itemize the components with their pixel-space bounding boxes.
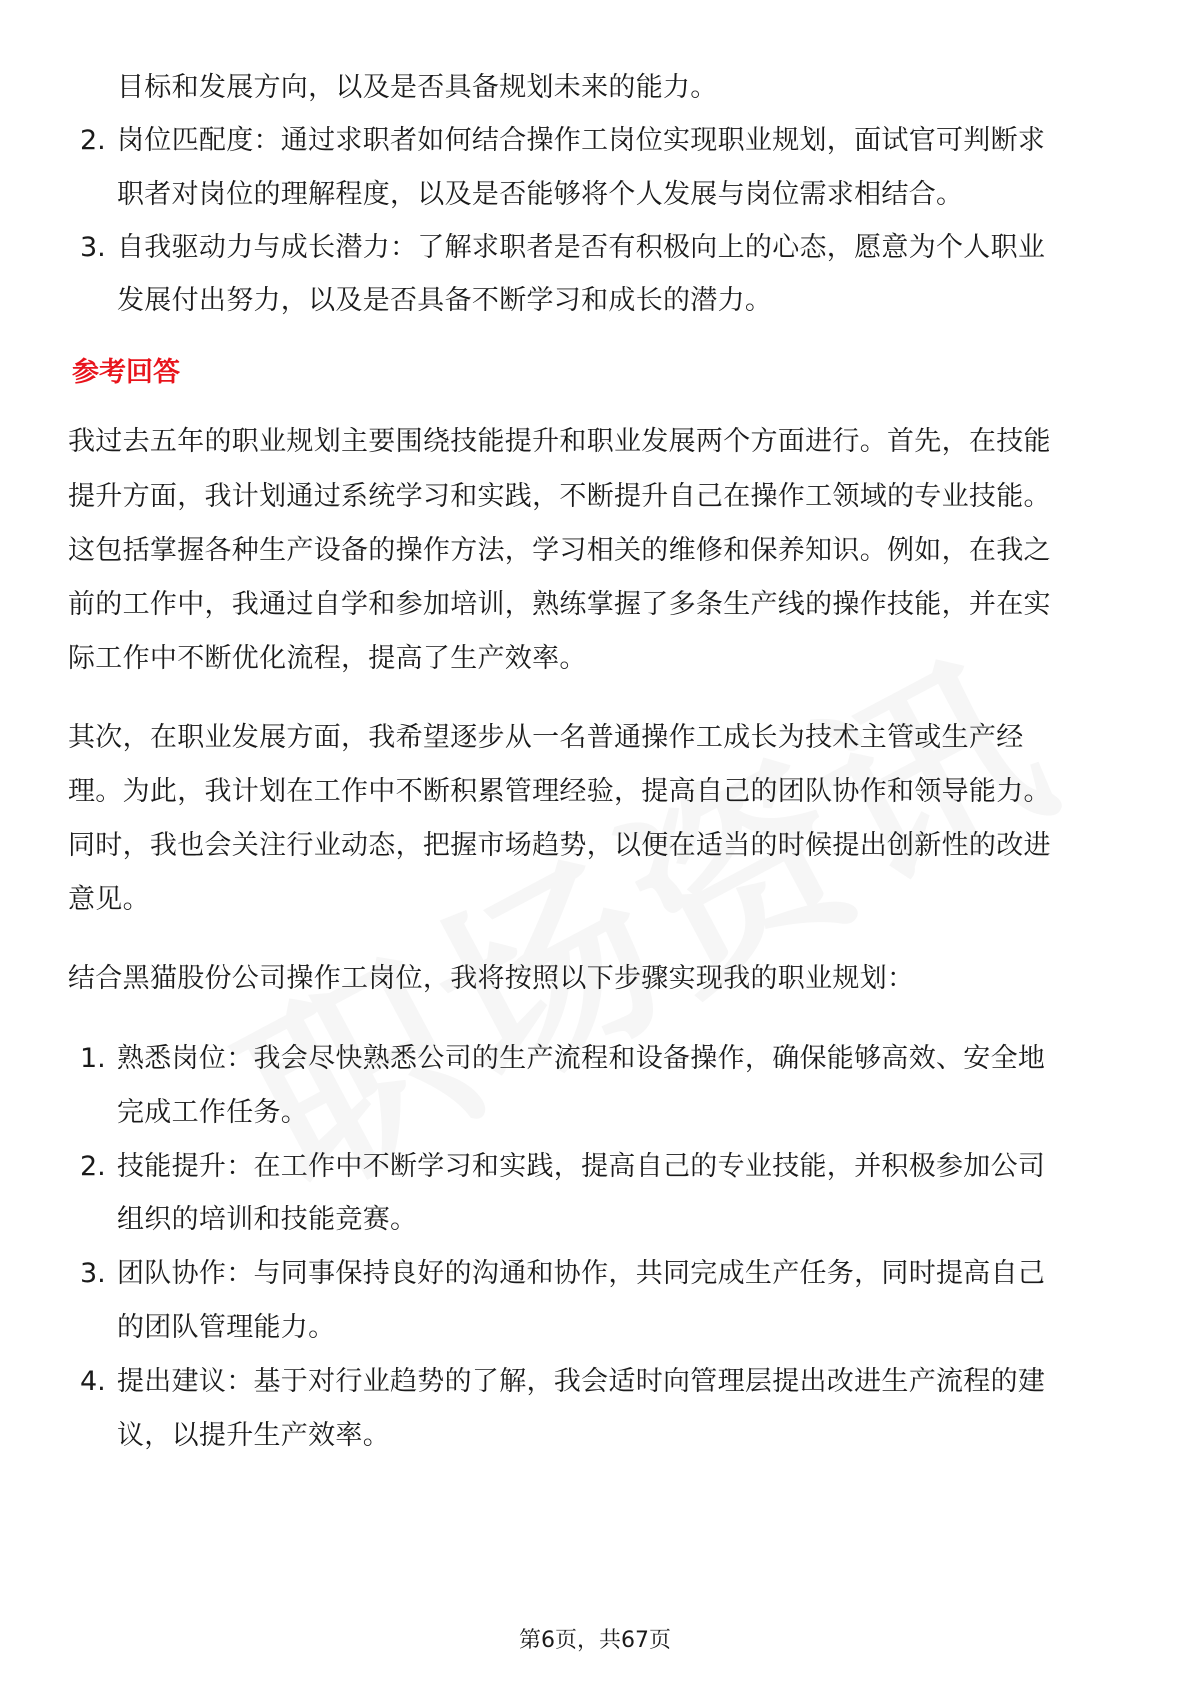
list-item-continuation: 目标和发展方向，以及是否具备规划未来的能力。 — [117, 72, 718, 103]
paragraph-line: 结合黑猫股份公司操作工岗位，我将按照以下步骤实现我的职业规划： — [68, 963, 915, 994]
step-number: 3. — [80, 1258, 106, 1289]
paragraph-line: 我过去五年的职业规划主要围绕技能提升和职业发展两个方面进行。首先，在技能 — [68, 426, 1051, 457]
paragraph-line: 提升方面，我计划通过系统学习和实践，不断提升自己在操作工领域的专业技能。 — [68, 481, 1051, 512]
step-line: 团队协作：与同事保持良好的沟通和协作，共同完成生产任务，同时提高自己 — [117, 1258, 1046, 1289]
step-number: 4. — [80, 1366, 106, 1397]
step-number: 1. — [80, 1043, 106, 1074]
list-item-line: 岗位匹配度：通过求职者如何结合操作工岗位实现职业规划，面试官可判断求 — [117, 125, 1046, 156]
paragraph-line: 同时，我也会关注行业动态，把握市场趋势，以便在适当的时候提出创新性的改进 — [68, 830, 1051, 861]
paragraph-line: 其次，在职业发展方面，我希望逐步从一名普通操作工成长为技术主管或生产经 — [68, 722, 1024, 753]
list-item-line: 自我驱动力与成长潜力：了解求职者是否有积极向上的心态，愿意为个人职业 — [117, 232, 1046, 263]
list-item-number: 2. — [80, 125, 106, 156]
step-line: 的团队管理能力。 — [117, 1312, 336, 1343]
paragraph-line: 理。为此，我计划在工作中不断积累管理经验，提高自己的团队协作和领导能力。 — [68, 776, 1051, 807]
step-line: 熟悉岗位：我会尽快熟悉公司的生产流程和设备操作，确保能够高效、安全地 — [117, 1043, 1046, 1074]
step-line: 议，以提升生产效率。 — [117, 1420, 390, 1451]
step-line: 技能提升：在工作中不断学习和实践，提高自己的专业技能，并积极参加公司 — [117, 1151, 1046, 1182]
step-line: 组织的培训和技能竞赛。 — [117, 1204, 418, 1235]
paragraph-line: 意见。 — [68, 884, 150, 915]
paragraph-line: 际工作中不断优化流程，提高了生产效率。 — [68, 643, 587, 674]
list-item-line: 发展付出努力，以及是否具备不断学习和成长的潜力。 — [117, 285, 773, 316]
step-line: 完成工作任务。 — [117, 1097, 309, 1128]
step-number: 2. — [80, 1151, 106, 1182]
paragraph-line: 前的工作中，我通过自学和参加培训，熟练掌握了多条生产线的操作技能，并在实 — [68, 589, 1051, 620]
list-item-line: 职者对岗位的理解程度，以及是否能够将个人发展与岗位需求相结合。 — [117, 179, 964, 210]
paragraph-line: 这包括掌握各种生产设备的操作方法，学习相关的维修和保养知识。例如，在我之 — [68, 535, 1051, 566]
section-heading: 参考回答 — [72, 357, 180, 388]
step-line: 提出建议：基于对行业趋势的了解，我会适时向管理层提出改进生产流程的建 — [117, 1366, 1046, 1397]
list-item-number: 3. — [80, 232, 106, 263]
page-number-footer: 第6页，共67页 — [519, 1628, 671, 1653]
